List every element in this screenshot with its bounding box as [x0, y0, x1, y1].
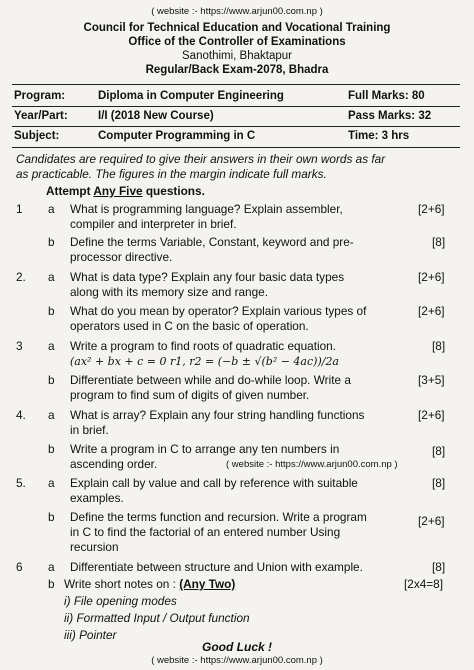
- q2a-text-2: along with its memory size and range.: [70, 285, 269, 299]
- q1b-letter: b: [48, 235, 55, 249]
- exam-title: Regular/Back Exam-2078, Bhadra: [145, 64, 329, 76]
- q1a-text-1: What is programming language? Explain assembler,: [70, 202, 343, 216]
- q1-number: 1: [16, 202, 23, 216]
- attempt-instruction: Attempt Any Five questions.: [46, 184, 205, 198]
- q4b-letter: b: [48, 442, 55, 456]
- q2a-text-1: What is data type? Explain any four basic data types: [70, 270, 345, 284]
- q3a-marks: [8]: [432, 339, 446, 353]
- q3a-letter: a: [48, 339, 55, 353]
- q2b-text-2: operators used in C on the basic of operation.: [70, 319, 309, 333]
- q5-number: 5.: [16, 476, 26, 490]
- q3b-marks: [3+5]: [418, 373, 445, 387]
- q6b-item-3: iii) Pointer: [64, 628, 117, 642]
- q3b-text-2: program to find sum of digits of given number.: [70, 388, 310, 402]
- q6b-letter: b: [48, 577, 55, 591]
- q3a-equation: (ax² + bx + c = 0 r1, r2 = (−b ± √(b² − 4ac))/2a: [70, 355, 339, 368]
- q1b-text-1: Define the terms Variable, Constant, keyword and pre-: [70, 235, 354, 249]
- q6a-marks: [8]: [432, 560, 446, 574]
- q4-number: 4.: [16, 408, 26, 422]
- instructions-line1: Candidates are required to give their answers in their own words as far: [16, 152, 386, 166]
- q6b-item-2: ii) Formatted Input / Output function: [64, 611, 250, 625]
- time-allowed: Time: 3 hrs: [348, 130, 410, 142]
- place: Sanothimi, Bhaktapur: [182, 50, 292, 62]
- website-bottom: ( website :- https://www.arjun00.com.np ): [151, 655, 323, 666]
- q2-number: 2.: [16, 270, 26, 284]
- subject-value: Computer Programming in C: [98, 130, 256, 142]
- q1b-marks: [8]: [432, 235, 446, 249]
- website-mid: ( website :- https://www.arjun00.com.np ): [226, 459, 398, 470]
- q5b-letter: b: [48, 510, 55, 524]
- program-label: Program:: [14, 90, 66, 102]
- program-value: Diploma in Computer Engineering: [98, 90, 284, 102]
- full-marks: Full Marks: 80: [348, 90, 425, 102]
- q1a-text-2: compiler and interpreter in brief.: [70, 217, 237, 231]
- good-luck: Good Luck !: [202, 640, 272, 654]
- q6b-item-1: i) File opening modes: [64, 594, 177, 608]
- divider-2: [12, 126, 460, 127]
- q5b-text-3: recursion: [70, 540, 119, 554]
- q4b-marks: [8]: [432, 444, 446, 458]
- q4b-text-1: Write a program in C to arrange any ten numbers in: [70, 442, 340, 456]
- q2b-letter: b: [48, 304, 55, 318]
- q1a-letter: a: [48, 202, 55, 216]
- council-title: Council for Technical Education and Vocational Training: [83, 22, 391, 34]
- website-top: ( website :- https://www.arjun00.com.np ): [151, 6, 323, 17]
- q5a-letter: a: [48, 476, 55, 490]
- q5b-text-1: Define the terms function and recursion. Write a program: [70, 510, 367, 524]
- q4a-marks: [2+6]: [418, 408, 445, 422]
- year-value: I/I (2018 New Course): [98, 110, 214, 122]
- instructions-line2: as practicable. The figures in the margin indicate full marks.: [16, 167, 327, 181]
- q3b-letter: b: [48, 373, 55, 387]
- divider-1: [12, 106, 460, 107]
- q4a-text-1: What is array? Explain any four string handling functions: [70, 408, 365, 422]
- q4a-letter: a: [48, 408, 55, 422]
- office-title: Office of the Controller of Examinations: [128, 36, 346, 48]
- q1a-marks: [2+6]: [418, 202, 445, 216]
- q5a-marks: [8]: [432, 476, 446, 490]
- q6a-letter: a: [48, 560, 55, 574]
- q6b-marks: [2x4=8]: [404, 577, 444, 591]
- q6a-text-1: Differentiate between structure and Union with example.: [70, 560, 363, 574]
- q3-number: 3: [16, 339, 23, 353]
- q5b-text-2: in C to find the factorial of an entered number Using: [70, 525, 341, 539]
- divider-top: [12, 84, 460, 85]
- q1b-text-2: processor directive.: [70, 250, 173, 264]
- q2b-marks: [2+6]: [418, 304, 445, 318]
- q6b-text-1: Write short notes on : (Any Two): [64, 577, 236, 591]
- q3a-text-1: Write a program to find roots of quadratic equation.: [70, 339, 337, 353]
- divider-3: [12, 147, 460, 148]
- q3b-text-1: Differentiate between while and do-while loop. Write a: [70, 373, 351, 387]
- subject-label: Subject:: [14, 130, 60, 142]
- q5a-text-2: examples.: [70, 491, 124, 505]
- pass-marks: Pass Marks: 32: [348, 110, 432, 122]
- q4b-text-2: ascending order.: [70, 457, 158, 471]
- q4a-text-2: in brief.: [70, 423, 109, 437]
- q2b-text-1: What do you mean by operator? Explain various types of: [70, 304, 367, 318]
- q2a-marks: [2+6]: [418, 270, 445, 284]
- q5a-text-1: Explain call by value and call by reference with suitable: [70, 476, 358, 490]
- q6-number: 6: [16, 560, 23, 574]
- q5b-marks: [2+6]: [418, 514, 445, 528]
- year-label: Year/Part:: [14, 110, 68, 122]
- q2a-letter: a: [48, 270, 55, 284]
